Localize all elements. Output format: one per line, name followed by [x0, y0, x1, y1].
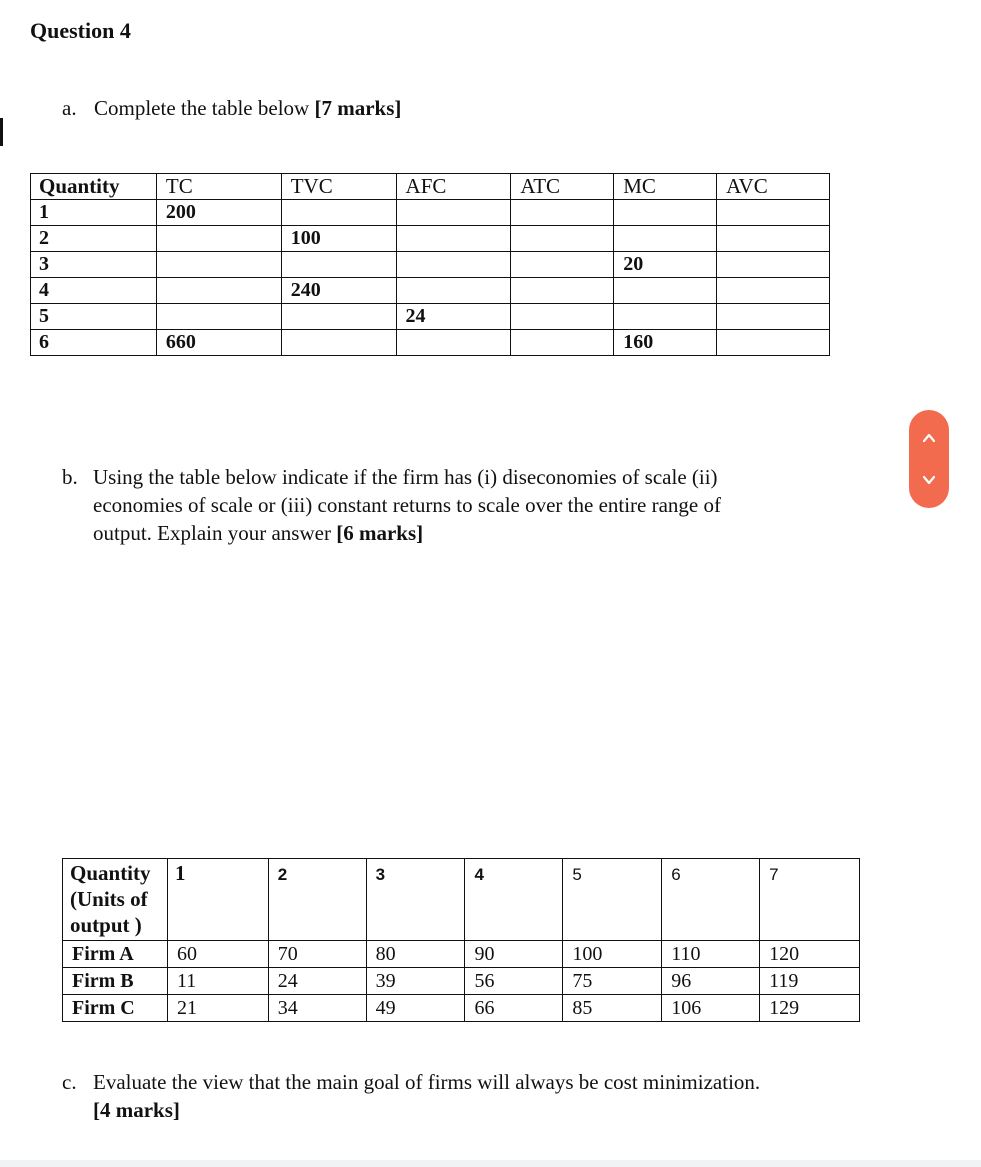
- header-atc: ATC: [511, 174, 614, 200]
- header-tc: TC: [156, 174, 281, 200]
- quantity-header-line-3: output ): [70, 913, 142, 937]
- cell: [156, 304, 281, 330]
- cell: 200: [156, 200, 281, 226]
- cell: [281, 330, 396, 356]
- cell: 660: [156, 330, 281, 356]
- header-quantity: Quantity: [31, 174, 157, 200]
- part-b: [62, 463, 822, 547]
- part-b-marks: [6 marks]: [336, 521, 424, 545]
- cell: 56: [465, 968, 563, 995]
- cell: 2: [31, 226, 157, 252]
- part-b-letter: b.: [62, 465, 78, 489]
- header-mc: MC: [614, 174, 717, 200]
- quantity-4: 4: [465, 859, 563, 941]
- part-a-text: Complete the table below: [94, 96, 310, 120]
- cell: [717, 330, 830, 356]
- part-a: [62, 94, 401, 122]
- cell: [396, 330, 511, 356]
- quantity-header-line-2: (Units of: [70, 887, 148, 911]
- table-row: [63, 941, 860, 968]
- cell: [614, 200, 717, 226]
- part-b-line-1: Using the table below indicate if the firm has (i) diseconomies of scale (ii): [93, 465, 718, 489]
- cell: [614, 226, 717, 252]
- cell: [511, 252, 614, 278]
- chevron-up-icon[interactable]: [909, 418, 949, 458]
- table-row: [31, 226, 830, 252]
- cell: 106: [662, 995, 760, 1022]
- table-row: [31, 330, 830, 356]
- part-a-marks: [7 marks]: [314, 96, 402, 120]
- quantity-header-line-1: Quantity: [70, 861, 151, 885]
- part-b-line-2: economies of scale or (iii) constant returns to scale over the entire range of: [93, 493, 722, 517]
- quantity-2: 2: [268, 859, 366, 941]
- header-tvc: TVC: [281, 174, 396, 200]
- cell: 20: [614, 252, 717, 278]
- cell: 21: [167, 995, 268, 1022]
- cell: [717, 226, 830, 252]
- cell: 3: [31, 252, 157, 278]
- cell: [717, 252, 830, 278]
- quantity-3: 3: [366, 859, 465, 941]
- table-row: [63, 995, 860, 1022]
- cell: 60: [167, 941, 268, 968]
- table-row: [31, 200, 830, 226]
- cell: [614, 304, 717, 330]
- cell: 100: [281, 226, 396, 252]
- part-c-text: Evaluate the view that the main goal of firms will always be cost minimization.: [93, 1070, 761, 1094]
- cell: [281, 252, 396, 278]
- cell: 6: [31, 330, 157, 356]
- table-row: [31, 278, 830, 304]
- page-nav-widget: [909, 410, 949, 508]
- quantity-6: 6: [662, 859, 760, 941]
- cell: 75: [563, 968, 662, 995]
- cost-table: [30, 173, 830, 356]
- scale-table: [62, 858, 860, 1022]
- cell: [281, 304, 396, 330]
- table-row: [63, 968, 860, 995]
- cell: [511, 226, 614, 252]
- cell: [614, 278, 717, 304]
- cell: 1: [31, 200, 157, 226]
- cell: 5: [31, 304, 157, 330]
- cell: 11: [167, 968, 268, 995]
- cell: 100: [563, 941, 662, 968]
- cell: 66: [465, 995, 563, 1022]
- cell: [156, 278, 281, 304]
- cell: [511, 200, 614, 226]
- cell: 49: [366, 995, 465, 1022]
- cell: 24: [396, 304, 511, 330]
- part-c-marks: [4 marks]: [93, 1098, 180, 1122]
- cell: [156, 226, 281, 252]
- firm-b-label: Firm B: [63, 968, 168, 995]
- table-row: [31, 252, 830, 278]
- cell: [396, 252, 511, 278]
- cell: [717, 200, 830, 226]
- quantity-5: 5: [563, 859, 662, 941]
- question-title: Question 4: [30, 18, 131, 43]
- bottom-divider: [0, 1160, 981, 1167]
- cell: [511, 278, 614, 304]
- left-margin-mark: [0, 118, 3, 146]
- cell: 80: [366, 941, 465, 968]
- cell: 96: [662, 968, 760, 995]
- cell: 4: [31, 278, 157, 304]
- cell: 119: [760, 968, 860, 995]
- part-c-letter: c.: [62, 1070, 77, 1094]
- cell: [281, 200, 396, 226]
- part-b-line-3: output. Explain your answer: [93, 521, 331, 545]
- cell: 39: [366, 968, 465, 995]
- cell: [396, 226, 511, 252]
- firm-c-label: Firm C: [63, 995, 168, 1022]
- part-c: [62, 1068, 882, 1124]
- cell: [511, 304, 614, 330]
- quantity-1: 1: [167, 859, 268, 941]
- scale-table-header-row: [63, 859, 860, 941]
- cell: 90: [465, 941, 563, 968]
- cell: [717, 278, 830, 304]
- quantity-7: 7: [760, 859, 860, 941]
- quantity-header: [63, 859, 168, 941]
- cell: [717, 304, 830, 330]
- cell: 160: [614, 330, 717, 356]
- cell: [396, 278, 511, 304]
- firm-a-label: Firm A: [63, 941, 168, 968]
- table-row: [31, 304, 830, 330]
- cell: [511, 330, 614, 356]
- cell: 85: [563, 995, 662, 1022]
- cell: 70: [268, 941, 366, 968]
- cell: 110: [662, 941, 760, 968]
- cell: 129: [760, 995, 860, 1022]
- header-avc: AVC: [717, 174, 830, 200]
- header-afc: AFC: [396, 174, 511, 200]
- chevron-down-icon[interactable]: [909, 460, 949, 500]
- cell: 120: [760, 941, 860, 968]
- cell: 24: [268, 968, 366, 995]
- cell: [156, 252, 281, 278]
- part-a-letter: a.: [62, 96, 77, 120]
- cell: 240: [281, 278, 396, 304]
- cost-table-header-row: [31, 174, 830, 200]
- cell: [396, 200, 511, 226]
- cell: 34: [268, 995, 366, 1022]
